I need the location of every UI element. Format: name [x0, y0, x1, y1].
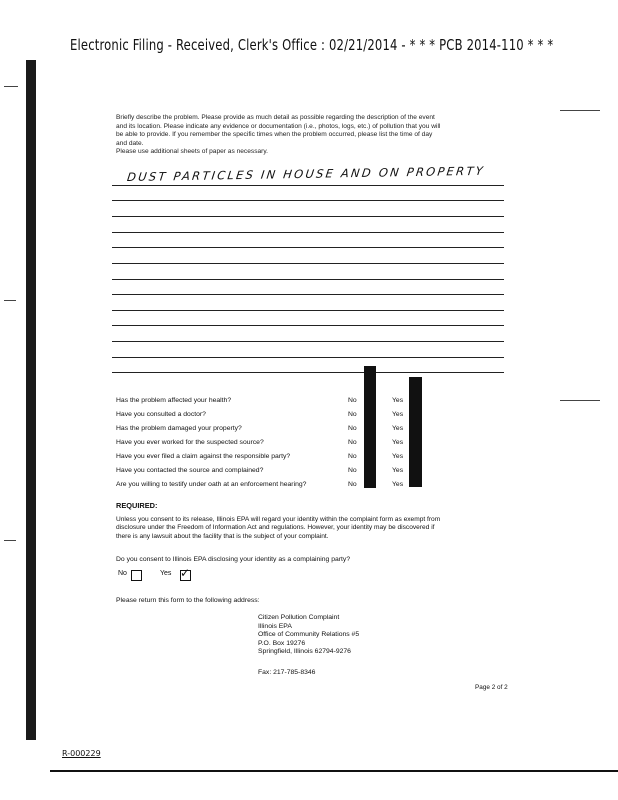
question-label: Have you contacted the source and complained?	[116, 467, 264, 474]
consent-yes-label: Yes	[160, 570, 172, 577]
writing-line	[112, 279, 504, 280]
bates-number: R-000229	[62, 749, 101, 758]
writing-line	[112, 200, 504, 201]
required-notice-line: Unless you consent to its release, Illinois EPA will regard your identity within the complaint form as exempt from	[116, 516, 441, 523]
writing-line	[112, 247, 504, 248]
address-line: Citizen Pollution Complaint	[258, 614, 340, 621]
required-notice-line: disclosure under the Freedom of Information Act and regulations. However, your identity may be discovered if	[116, 524, 435, 532]
answer-no: No	[348, 397, 357, 404]
handwritten-description: DUST PARTICLES IN HOUSE AND ON PROPERTY	[126, 163, 486, 184]
writing-line	[112, 294, 504, 295]
consent-no-label: No	[118, 570, 127, 577]
required-notice-line: there is any lawsuit about the facility that is the subject of your complaint.	[116, 532, 329, 540]
writing-line	[112, 185, 504, 186]
instructions	[116, 114, 516, 157]
answer-no: No	[348, 439, 357, 446]
question-label: Are you willing to testify under oath at an enforcement hearing?	[116, 481, 307, 488]
question-label: Have you ever filed a claim against the responsible party?	[116, 453, 291, 460]
answer-yes: Yes	[392, 411, 404, 418]
consent-no-checkbox[interactable]	[131, 570, 142, 581]
answer-yes: Yes	[392, 439, 404, 446]
writing-line	[112, 310, 504, 311]
answer-no: No	[348, 453, 357, 460]
address-line: Office of Community Relations #5	[258, 631, 360, 639]
address-line: Illinois EPA	[258, 622, 292, 630]
question-label: Has the problem damaged your property?	[116, 425, 242, 432]
filing-stamp: Electronic Filing - Received, Clerk's Office : 02/21/2014 - * * * PCB 2014-110 * * *	[70, 36, 554, 54]
question-label: Has the problem affected your health?	[116, 397, 232, 404]
scan-margin-bar	[26, 60, 36, 740]
instructions-line: and date.	[116, 139, 144, 147]
required-notice	[116, 516, 516, 541]
margin-mark	[4, 86, 18, 87]
answer-no: No	[348, 411, 357, 418]
fax-number: Fax: 217-785-8346	[258, 669, 316, 676]
writing-line	[112, 325, 504, 326]
question-label: Have you consulted a doctor?	[116, 411, 206, 418]
address-line: P.O. Box 19276	[258, 639, 306, 647]
answer-yes: Yes	[392, 397, 404, 404]
instructions-line: Briefly describe the problem. Please provide as much detail as possible regarding the description of the event	[116, 114, 435, 121]
writing-line	[112, 263, 504, 264]
return-instruction: Please return this form to the following address:	[116, 597, 260, 604]
redaction-bar	[409, 377, 422, 487]
consent-question: Do you consent to Illinois EPA disclosing your identity as a complaining party?	[116, 556, 351, 563]
bottom-scan-line	[50, 770, 618, 772]
margin-mark	[4, 540, 16, 541]
answer-no: No	[348, 481, 357, 488]
answer-yes: Yes	[392, 481, 404, 488]
answer-no: No	[348, 467, 357, 474]
answer-no: No	[348, 425, 357, 432]
answer-yes: Yes	[392, 425, 404, 432]
question-label: Have you ever worked for the suspected source?	[116, 439, 264, 446]
mailing-address	[258, 614, 359, 657]
address-line: Springfield, Illinois 62794-9276	[258, 648, 351, 656]
writing-line	[112, 341, 504, 342]
margin-mark	[560, 110, 600, 111]
instructions-line: and its location. Please indicate any evidence or documentation (i.e., photos, logs, etc.) of pollution that you will	[116, 122, 441, 130]
writing-line	[112, 232, 504, 233]
answer-yes: Yes	[392, 453, 404, 460]
instructions-line: Please use additional sheets of paper as necessary.	[116, 148, 268, 155]
margin-mark	[560, 400, 600, 401]
margin-mark	[4, 300, 16, 301]
redaction-bar	[364, 366, 376, 488]
writing-line	[112, 372, 504, 373]
writing-line	[112, 216, 504, 217]
required-heading: REQUIRED:	[116, 501, 158, 510]
check-mark-icon: ✓	[180, 566, 191, 580]
writing-line	[112, 357, 504, 358]
page-number: Page 2 of 2	[475, 684, 508, 691]
answer-yes: Yes	[392, 467, 404, 474]
instructions-line: be able to provide. If you remember the specific times when the problem occurred, please list the time of day	[116, 131, 433, 138]
